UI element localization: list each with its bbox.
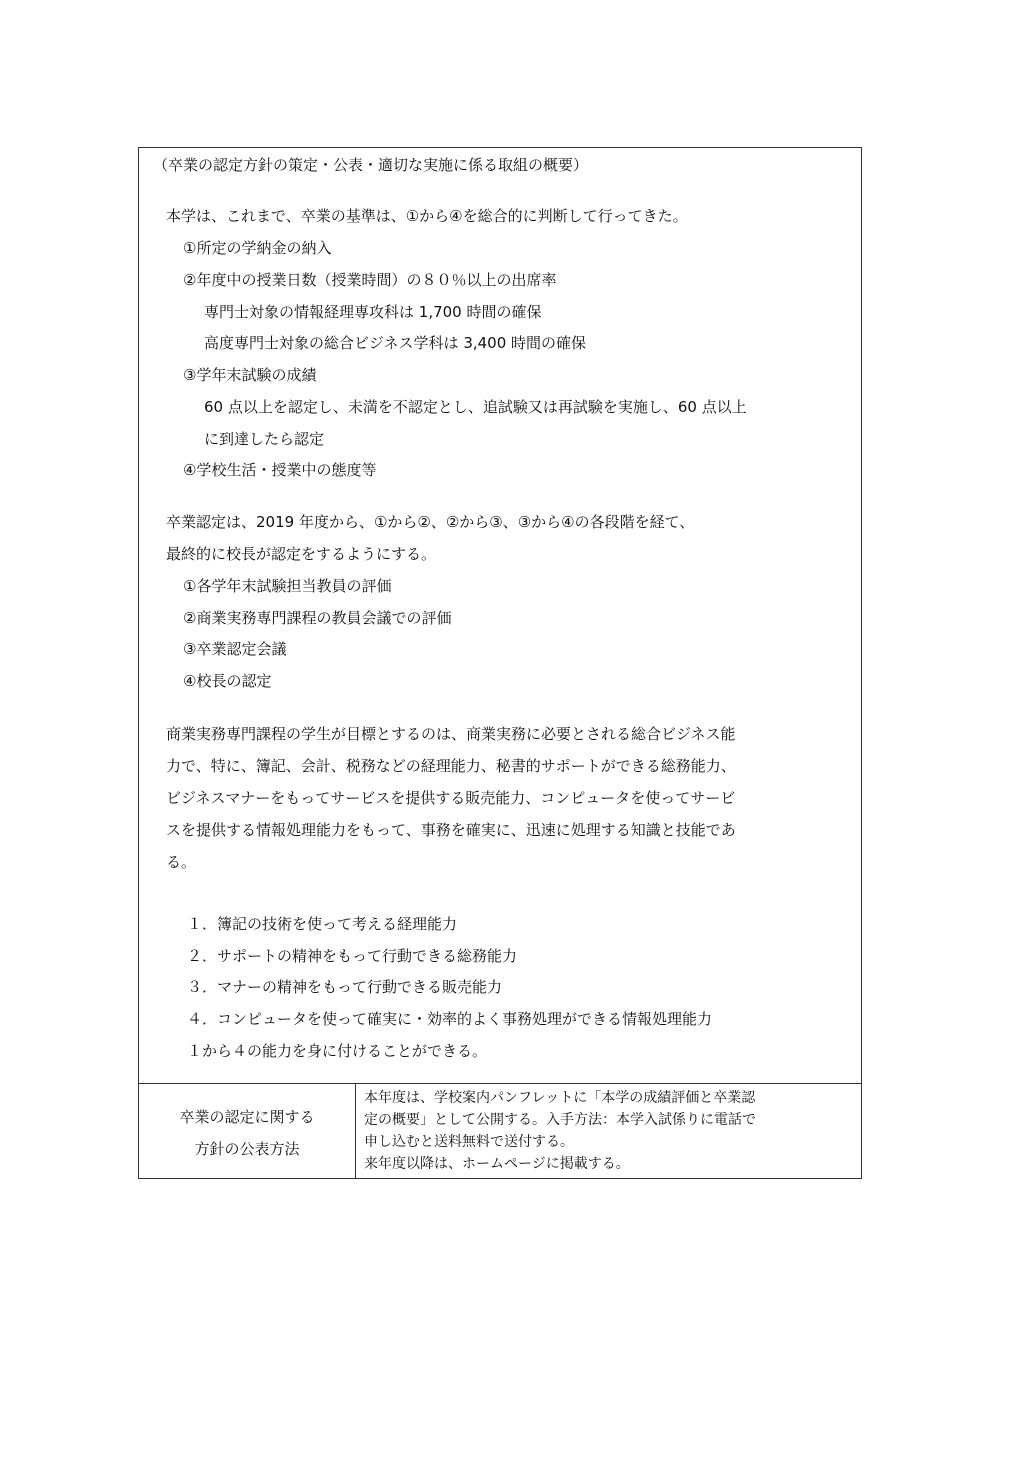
goals-paragraph-line: る。 [166,853,197,871]
policy-table [138,147,862,1179]
criteria-item: ②年度中の授業日数（授業時間）の８０％以上の出席率 [183,271,557,289]
ability-item: ３．マナーの精神をもって行動できる販売能力 [187,978,503,996]
ability-conclusion: １から４の能力を身に付けることができる。 [187,1042,488,1060]
process-step: ③卒業認定会議 [183,640,287,658]
publication-text-line: 本年度は、学校案内パンフレットに「本学の成績評価と卒業認 [364,1090,756,1106]
criteria-item: ①所定の学納金の納入 [183,239,332,257]
process-step: ②商業実務専門課程の教員会議での評価 [183,609,452,627]
criteria-detail: 専門士対象の情報経理専攻科は 1,700 時間の確保 [204,303,542,321]
goals-paragraph-line: スを提供する情報処理能力をもって、事務を確実に、迅速に処理する知識と技能であ [166,821,736,839]
process-step: ①各学年末試験担当教員の評価 [183,577,392,595]
criteria-detail: 60 点以上を認定し、未満を不認定とし、追試験又は再試験を実施し、60 点以上 [204,398,747,416]
publication-label: 卒業の認定に関する [179,1108,315,1126]
goals-paragraph-line: 力で、特に、簿記、会計、税務などの経理能力、秘書的サポートができる総務能力、 [166,757,736,775]
ability-item: ２．サポートの精神をもって行動できる総務能力 [187,947,518,965]
publication-text-line: 定の概要」として公開する。入手方法：本学入試係りに電話で [364,1112,756,1128]
criteria-detail: に到達したら認定 [204,430,325,448]
table-divider-horizontal [139,1083,861,1084]
publication-label: 方針の公表方法 [194,1140,300,1158]
table-divider-vertical [355,1083,356,1179]
criteria-item: ③学年末試験の成績 [183,366,317,384]
criteria-intro: 本学は、これまで、卒業の基準は、①から④を総合的に判断して行ってきた。 [166,207,688,225]
publication-text-line: 来年度以降は、ホームページに掲載する。 [364,1156,630,1172]
ability-item: １．簿記の技術を使って考える経理能力 [187,915,458,933]
publication-text-line: 申し込むと送料無料で送付する。 [364,1134,574,1150]
process-intro: 卒業認定は、2019 年度から、①から②、②から③、③から④の各段階を経て、 [166,513,695,531]
process-step: ④校長の認定 [183,672,272,690]
section-header: （卒業の認定方針の策定・公表・適切な実施に係る取組の概要） [153,156,589,174]
criteria-item: ④学校生活・授業中の態度等 [183,461,377,479]
goals-paragraph-line: 商業実務専門課程の学生が目標とするのは、商業実務に必要とされる総合ビジネス能 [166,725,736,743]
goals-paragraph-line: ビジネスマナーをもってサービスを提供する販売能力、コンピュータを使ってサービ [166,789,736,807]
process-intro: 最終的に校長が認定をするようにする。 [166,545,437,563]
criteria-detail: 高度専門士対象の総合ビジネス学科は 3,400 時間の確保 [204,334,587,352]
ability-item: ４．コンピュータを使って確実に・効率的よく事務処理ができる情報処理能力 [187,1010,713,1028]
